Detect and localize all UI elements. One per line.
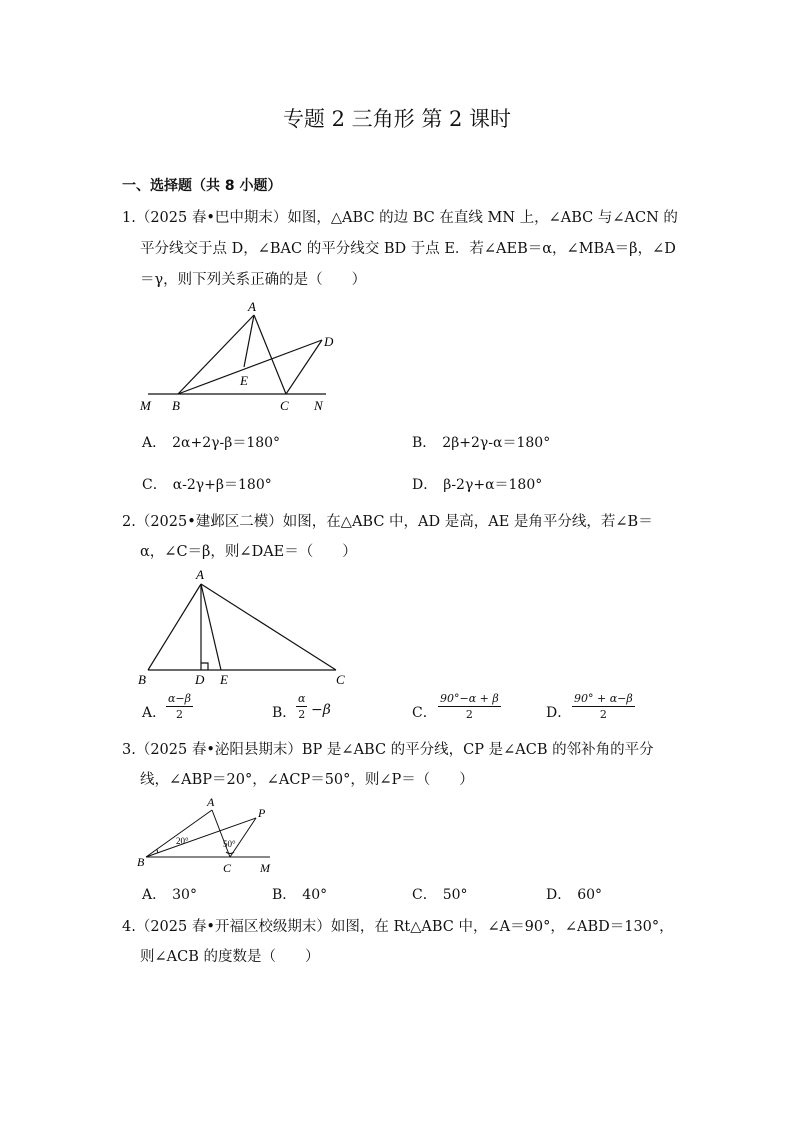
q2-line-2: α，∠C＝β，则∠DAE＝（ ） <box>140 544 357 560</box>
q1-option-d[interactable] <box>412 474 542 494</box>
q2-option-c-fraction <box>438 692 501 721</box>
q1-line-3: ＝γ，则下列关系正确的是（ ） <box>140 272 367 288</box>
q2-label-b: B <box>138 672 146 687</box>
q1-side-ac <box>254 315 286 394</box>
q3-angle-label-20: 20° <box>176 836 189 846</box>
option-letter: B． <box>412 435 437 451</box>
q3-side-ac <box>212 810 230 857</box>
fraction-numerator: 90° + α−β <box>574 692 633 705</box>
q1-label-d: D <box>324 334 334 349</box>
q3-angle-label-50: 50° <box>223 839 236 849</box>
q2-option-b-suffix: −β <box>311 702 331 718</box>
option-letter: D． <box>412 477 438 493</box>
q2-side-ab <box>148 584 201 670</box>
page-title: 专题 2 三角形 第 2 课时 <box>282 107 512 131</box>
fraction-numerator: α−β <box>168 692 192 705</box>
q1-line-2: 平分线交于点 D，∠BAC 的平分线交 BD 于点 E．若∠AEB＝α，∠MBA＝β，∠D <box>140 241 676 257</box>
fraction-denominator: 2 <box>599 708 607 721</box>
q1-label-b: B <box>172 398 180 413</box>
q3-label-a: A <box>207 795 215 809</box>
q3-label-p: P <box>258 806 266 820</box>
q4-line-2: 则∠ACB 的度数是（ ） <box>140 949 320 965</box>
q1-figure <box>136 296 342 418</box>
option-text: 60° <box>577 887 603 903</box>
q2-option-a[interactable] <box>142 702 166 722</box>
q1-label-a: A <box>248 299 256 314</box>
q2-figure <box>134 564 354 690</box>
q1-option-a[interactable] <box>142 432 280 452</box>
q3-label-c: C <box>223 861 232 875</box>
q3-label-b: B <box>137 855 145 869</box>
q2-side-ac <box>201 584 336 670</box>
q3-line-2: 线，∠ABP＝20°，∠ACP＝50°，则∠P＝（ ） <box>140 772 474 788</box>
q3-option-c[interactable] <box>412 884 468 904</box>
option-letter: C． <box>412 705 437 721</box>
q3-line-1: 3.（2025 春•泌阳县期末）BP 是∠ABC 的平分线，CP 是∠ACB 的邻补角的平分 <box>122 742 654 758</box>
fraction-denominator: 2 <box>176 708 183 721</box>
fraction-numerator: 90°−α + β <box>440 692 499 705</box>
fraction-numerator: α <box>298 692 306 705</box>
option-text: β-2γ+α＝180° <box>443 477 543 493</box>
q2-bisector-ae <box>201 584 221 670</box>
option-text: 2β+2γ-α＝180° <box>442 435 551 451</box>
q1-line-1: 1.（2025 春•巴中期末）如图，△ABC 的边 BC 在直线 MN 上，∠ABC 与∠ACN 的 <box>122 210 678 226</box>
option-letter: C． <box>412 887 437 903</box>
option-letter: A． <box>142 887 167 903</box>
option-letter: B． <box>272 705 297 721</box>
q1-line-ae <box>244 315 254 367</box>
q2-option-c[interactable] <box>412 702 437 722</box>
q3-line-cp <box>230 818 256 857</box>
q2-option-b-fraction <box>296 692 307 721</box>
q3-angle-arc-b <box>157 849 158 853</box>
q2-option-d-fraction <box>572 692 635 721</box>
q2-label-e: E <box>220 672 228 687</box>
q2-option-a-fraction <box>166 692 193 721</box>
option-letter: D． <box>546 705 572 721</box>
q3-line-bp <box>146 818 256 857</box>
fraction-denominator: 2 <box>298 708 306 721</box>
option-text: 2α+2γ-β＝180° <box>172 435 281 451</box>
q2-option-b[interactable] <box>272 702 296 722</box>
q3-label-m: M <box>260 861 270 875</box>
option-letter: B． <box>272 887 297 903</box>
option-letter: C． <box>142 477 167 493</box>
q1-label-c: C <box>280 398 289 413</box>
q3-option-a[interactable] <box>142 884 197 904</box>
q1-label-e: E <box>240 373 248 388</box>
q1-line-cd <box>286 340 322 394</box>
q1-label-m: M <box>140 398 151 413</box>
q3-option-b[interactable] <box>272 884 327 904</box>
q3-figure <box>134 792 284 876</box>
option-letter: A． <box>142 435 167 451</box>
option-text: α-2γ+β＝180° <box>172 477 272 493</box>
section-heading: 一、选择题（共 8 小题） <box>122 178 282 194</box>
q2-label-c: C <box>336 672 345 687</box>
option-text: 50° <box>442 887 468 903</box>
q2-option-d[interactable] <box>546 702 571 722</box>
option-text: 30° <box>172 887 197 903</box>
q4-line-1: 4.（2025 春•开福区校级期末）如图，在 Rt△ABC 中，∠A＝90°，∠ABD＝130°， <box>122 919 674 935</box>
q1-option-b[interactable] <box>412 432 550 452</box>
q3-option-d[interactable] <box>546 884 602 904</box>
q3-side-ba <box>146 810 212 857</box>
q2-label-a: A <box>196 567 204 582</box>
q2-right-angle-mark <box>201 663 208 670</box>
q1-option-c[interactable] <box>142 474 272 494</box>
q2-line-1: 2.（2025•建邺区二模）如图，在△ABC 中，AD 是高，AE 是角平分线，若∠B＝ <box>122 514 653 530</box>
option-text: 40° <box>302 887 328 903</box>
option-letter: A． <box>142 705 167 721</box>
q2-label-d: D <box>195 672 205 687</box>
q1-label-n: N <box>314 398 323 413</box>
fraction-denominator: 2 <box>465 708 473 721</box>
q1-line-bd <box>178 340 322 394</box>
option-letter: D． <box>546 887 572 903</box>
